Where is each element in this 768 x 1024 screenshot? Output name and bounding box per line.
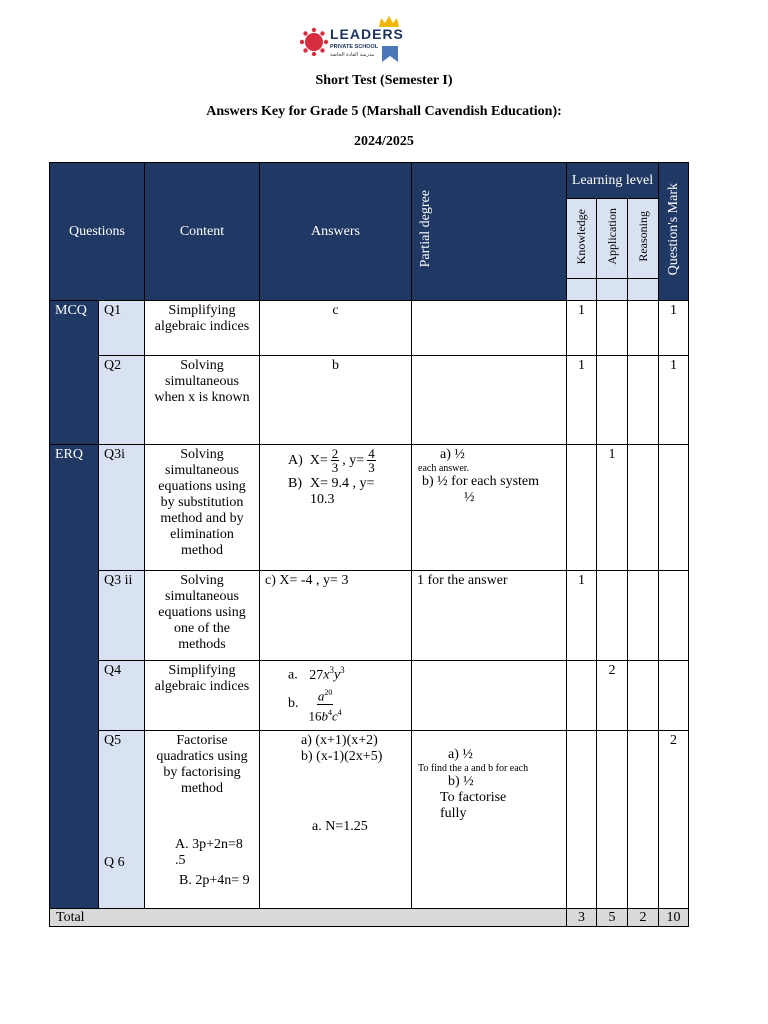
application-cell: [597, 301, 628, 356]
reasoning-cell: [628, 661, 659, 731]
question-number: Q2: [99, 356, 145, 445]
total-label: Total: [50, 909, 567, 927]
reasoning-cell: [628, 301, 659, 356]
answer-a: [288, 447, 406, 474]
knowledge-cell: [567, 731, 597, 909]
answer-cell: [260, 661, 412, 731]
application-cell: [597, 356, 628, 445]
answer-a: [288, 665, 406, 684]
reasoning-spacer: [628, 279, 659, 301]
knowledge-cell: [567, 661, 597, 731]
total-knowledge: 3: [567, 909, 597, 927]
answer-q5-a: a) (x+1)(x+2): [301, 733, 378, 748]
answer-cell: [260, 731, 412, 909]
question-number-q6: Q 6: [104, 855, 125, 870]
question-number: Q3 ii: [99, 571, 145, 661]
table-row: [50, 571, 689, 661]
partial-cell: [412, 301, 567, 356]
denominator-b-exp: 4: [328, 707, 332, 717]
fraction-y: [367, 447, 376, 474]
application-cell: [597, 571, 628, 661]
question-number: Q3i: [99, 445, 145, 571]
logo-wordmark: LEADERS: [330, 26, 404, 42]
table-row: [50, 356, 689, 445]
content-cell: Solving simultaneous equations using one of the methods: [145, 571, 260, 661]
partial-a: a) ½: [440, 447, 465, 462]
fraction-y-denominator: 3: [368, 460, 375, 475]
fraction-x: [331, 447, 340, 474]
knowledge-cell: [567, 445, 597, 571]
content-cell: [145, 731, 260, 909]
answer-b-label: b.: [288, 696, 299, 712]
mark-cell: [659, 661, 689, 731]
application-cell: 2: [597, 661, 628, 731]
col-header-application: [597, 199, 628, 279]
content-cell: Simplifying algebraic indices: [145, 301, 260, 356]
partial-cell: [412, 356, 567, 445]
denominator-coef: 16: [308, 708, 322, 724]
content-cell: Solving simultaneous when x is known: [145, 356, 260, 445]
col-header-learning-level: Learning level: [567, 163, 659, 199]
test-title: Short Test (Semester I): [315, 73, 453, 88]
academic-year: 2024/2025: [354, 134, 414, 149]
logo-subtitle: PRIVATE SCHOOL: [330, 44, 379, 50]
partial-cell: 1 for the answer: [412, 571, 567, 661]
application-spacer: [597, 279, 628, 301]
partial-cell: [412, 731, 567, 909]
answers-key-title: Answers Key for Grade 5 (Marshall Cavendish Education):: [206, 104, 562, 119]
reasoning-cell: [628, 356, 659, 445]
answer-cell: c) X= -4 , y= 3: [260, 571, 412, 661]
mark-cell: 1: [659, 356, 689, 445]
col-header-answers: Answers: [260, 163, 412, 301]
content-q5: Factorise quadratics using by factorising method: [156, 733, 248, 796]
partial-b: b) ½: [448, 774, 474, 789]
partial-cell: [412, 445, 567, 571]
application-label: Application: [604, 208, 619, 265]
answer-a-y: y: [333, 667, 341, 683]
knowledge-cell: 1: [567, 301, 597, 356]
logo-emblem-icon: [300, 16, 330, 64]
logo-arabic-name: مدرسة القادة الخاصة: [330, 52, 375, 58]
denominator-c: c: [332, 708, 338, 724]
answer-q5-b: b) (x-1)(2x+5): [301, 749, 383, 764]
school-logo: [300, 16, 406, 64]
partial-cell: [412, 661, 567, 731]
answer-b: [288, 685, 406, 725]
partial-note: To find the a and b for each: [418, 763, 529, 774]
section-erq: ERQ: [50, 445, 99, 909]
question-number: [99, 731, 145, 909]
knowledge-label: Knowledge: [574, 208, 588, 265]
total-mark: 10: [659, 909, 689, 927]
partial-degree-label: Partial degree: [418, 190, 433, 268]
answer-cell: b: [260, 356, 412, 445]
reasoning-label: Reasoning: [635, 211, 650, 262]
reasoning-cell: [628, 571, 659, 661]
partial-b-value: ½: [464, 490, 475, 505]
col-header-knowledge: [567, 199, 597, 279]
question-number: Q4: [99, 661, 145, 731]
partial-a-note: each answer.: [418, 463, 470, 474]
fraction-y-numerator: 4: [368, 446, 375, 461]
fraction-answer-b: [309, 685, 342, 725]
partial-a: a) ½: [448, 747, 473, 762]
section-mcq: MCQ: [50, 301, 99, 445]
answer-b-label: B): [288, 476, 302, 491]
reasoning-cell: [628, 445, 659, 571]
table-row: [50, 301, 689, 356]
mark-cell: [659, 571, 689, 661]
answer-b: [288, 476, 406, 508]
denominator-b: b: [321, 708, 328, 724]
mark-cell: 2: [659, 731, 689, 909]
application-cell: [597, 731, 628, 909]
answer-a-x: x: [323, 667, 330, 683]
col-header-reasoning: [628, 199, 659, 279]
answer-a-x-exp: 3: [329, 665, 334, 675]
total-application: 5: [597, 909, 628, 927]
question-mark-label: Question's Mark: [665, 182, 681, 276]
fraction-x-denominator: 3: [331, 460, 339, 475]
question-number-q5: Q5: [104, 733, 122, 748]
content-cell: Simplifying algebraic indices: [145, 661, 260, 731]
answer-a-coef: 27: [309, 667, 324, 683]
total-row: [50, 909, 689, 927]
mark-cell: [659, 445, 689, 571]
reasoning-cell: [628, 731, 659, 909]
application-cell: 1: [597, 445, 628, 571]
answer-cell: c: [260, 301, 412, 356]
content-cell: Solving simultaneous equations using by substitution method and by elimination method: [145, 445, 260, 571]
fraction-numerator: [317, 685, 334, 705]
question-number: Q1: [99, 301, 145, 356]
col-header-content: Content: [145, 163, 260, 301]
answer-a-sep: , y=: [342, 452, 365, 468]
mark-cell: 1: [659, 301, 689, 356]
answers-key-table: [49, 162, 689, 927]
answer-a-x: X=: [309, 452, 328, 468]
numerator-a: a: [317, 687, 325, 703]
answer-a-label: A): [288, 452, 303, 468]
col-header-question-mark: [659, 163, 689, 301]
table-row: [50, 445, 689, 571]
denominator-c-exp: 4: [337, 707, 342, 717]
fraction-denominator: [309, 705, 342, 724]
answer-b-text: X= 9.4 , y= 10.3: [310, 476, 375, 507]
numerator-exp: 20: [324, 687, 333, 697]
answer-a-label: a.: [288, 667, 298, 683]
answer-q6: a. N=1.25: [312, 819, 368, 834]
table-row: [50, 731, 689, 909]
answer-cell: [260, 445, 412, 571]
knowledge-cell: 1: [567, 571, 597, 661]
col-header-questions: Questions: [50, 163, 145, 301]
table-row: [50, 661, 689, 731]
col-header-partial-degree: [412, 163, 567, 301]
answer-a-y-exp: 3: [340, 665, 345, 675]
content-q6-b: B. 2p+4n= 9: [179, 873, 250, 888]
fraction-x-numerator: 2: [331, 446, 339, 461]
knowledge-cell: 1: [567, 356, 597, 445]
bookmark-icon: [382, 46, 398, 62]
partial-b-note: To factorise fully: [440, 790, 507, 821]
partial-b: b) ½ for each system: [422, 474, 540, 489]
knowledge-spacer: [567, 279, 597, 301]
content-q6-a: A. 3p+2n=8 .5: [175, 837, 243, 868]
total-reasoning: 2: [628, 909, 659, 927]
